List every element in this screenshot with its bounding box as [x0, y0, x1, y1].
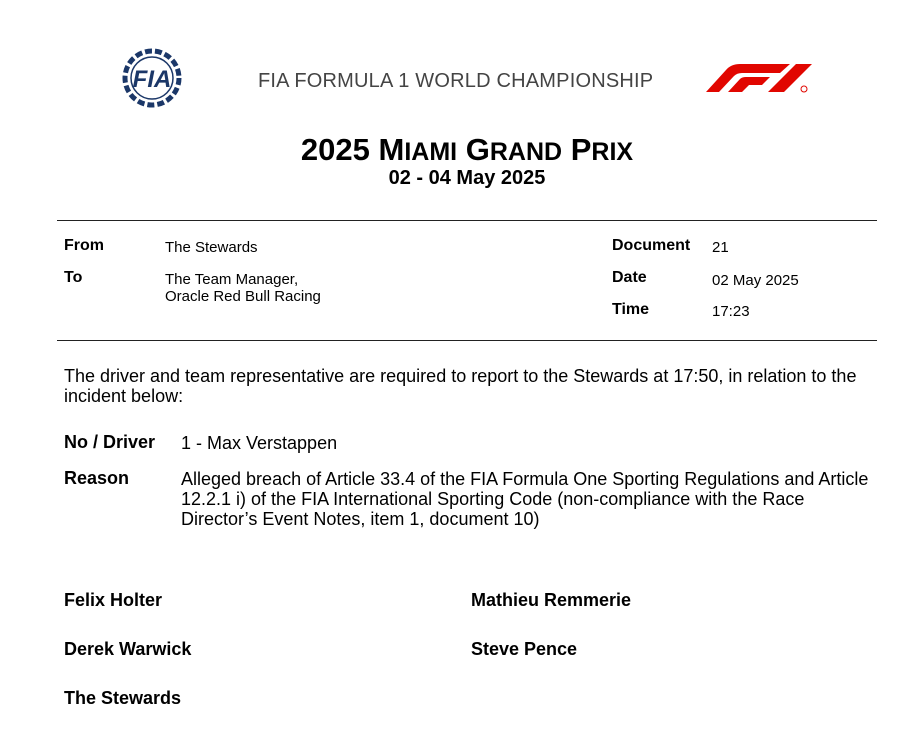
reason-label: Reason — [64, 468, 130, 488]
driver-label: No / Driver — [64, 432, 156, 452]
to-label: To — [64, 269, 83, 286]
event-title-rand: RAND — [489, 138, 563, 166]
to-value — [165, 271, 321, 305]
event-title-g: G — [465, 132, 490, 167]
intro-paragraph: The driver and team representative are required to report to the Stewards at 17:50, in relation to the incident below: — [64, 366, 857, 406]
event-title-year: 2025 — [300, 132, 370, 167]
time-value: 17:23 — [712, 303, 750, 320]
event-dates: 02 - 04 May 2025 — [388, 167, 546, 189]
to-value-line2: Oracle Red Bull Racing — [165, 288, 321, 305]
time-label: Time — [612, 301, 650, 318]
reason-value: Alleged breach of Article 33.4 of the FIA Formula One Sporting Regulations and Article 12.2.1 i) of the FIA International Sporting Code (non-compliance with the Race Director’s Event Notes, item 1, document 10) — [181, 469, 869, 529]
event-title — [0, 132, 912, 168]
signatory-name: Derek Warwick — [64, 639, 192, 659]
signatory-name: Steve Pence — [471, 639, 578, 659]
date-value: 02 May 2025 — [712, 272, 799, 289]
signatory-name: Mathieu Remmerie — [471, 590, 632, 610]
to-value-line1: The Team Manager, — [165, 271, 299, 288]
fia-logo-text: FIA — [132, 66, 172, 93]
date-label: Date — [612, 269, 647, 286]
from-value: The Stewards — [165, 239, 258, 256]
divider-top — [57, 220, 877, 221]
signatory-name: Felix Holter — [64, 590, 163, 610]
f1-logo — [704, 62, 820, 94]
event-title-iami: IAMI — [404, 138, 458, 166]
document-value: 21 — [712, 239, 729, 256]
championship-title: FIA FORMULA 1 WORLD CHAMPIONSHIP — [258, 70, 654, 92]
divider-middle — [57, 340, 877, 341]
driver-value: 1 - Max Verstappen — [181, 433, 338, 453]
document-label: Document — [612, 237, 691, 254]
event-title-p: P — [570, 132, 592, 167]
from-label: From — [64, 237, 104, 254]
event-title-m: M — [378, 132, 405, 167]
fia-logo — [112, 48, 192, 108]
signatory-name: The Stewards — [64, 688, 182, 708]
event-title-rix: RIX — [591, 138, 634, 166]
